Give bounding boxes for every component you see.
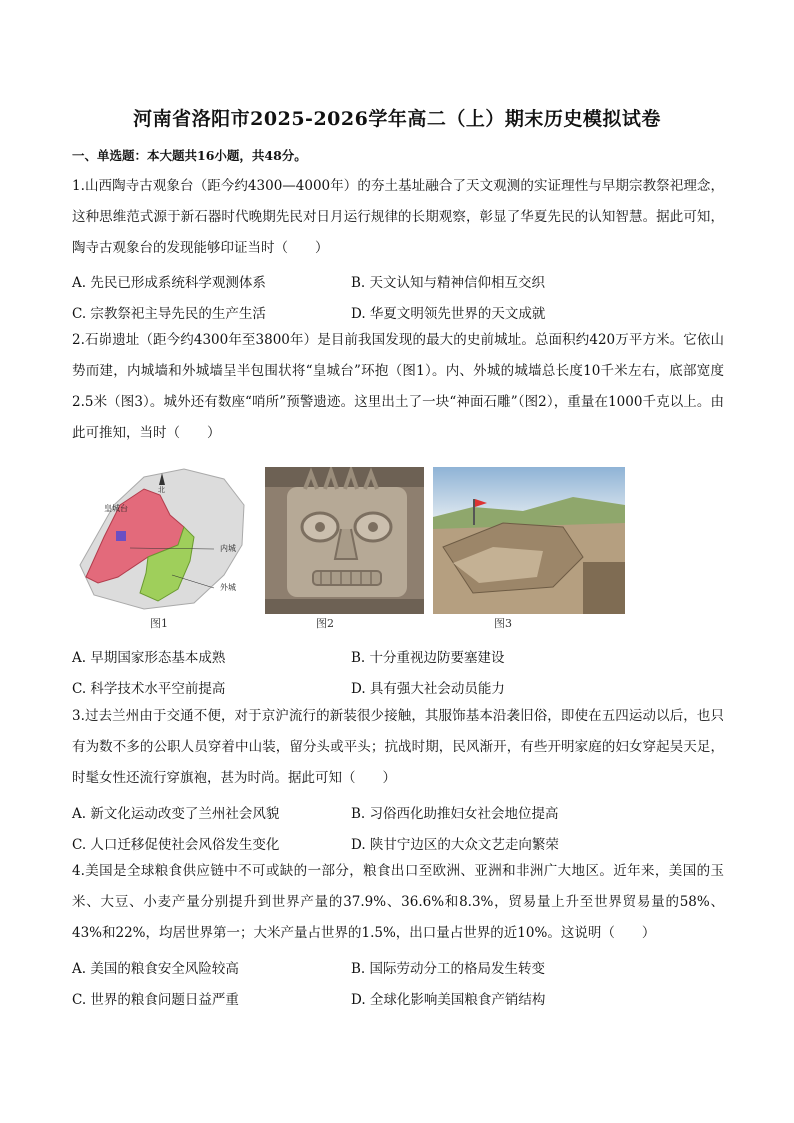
q4-option-a[interactable]: A. 美国的粮食安全风险较高 — [72, 961, 239, 977]
q1-option-b[interactable]: B. 天文认知与精神信仰相互交织 — [351, 275, 546, 291]
q2-option-a[interactable]: A. 早期国家形态基本成熟 — [72, 650, 226, 666]
q3-option-d[interactable]: D. 陕甘宁边区的大众文艺走向繁荣 — [351, 837, 559, 853]
q3-option-b[interactable]: B. 习俗西化助推妇女社会地位提高 — [351, 806, 559, 822]
q1-option-a[interactable]: A. 先民已形成系统科学观测体系 — [72, 275, 266, 291]
map-label-outer-city: 外城 — [220, 583, 236, 592]
q1-option-d[interactable]: D. 华夏文明领先世界的天文成就 — [351, 306, 546, 322]
figure-2-caption: 图2 — [316, 617, 334, 630]
question-2-stem: 2.石峁遗址（距今约4300年至3800年）是目前我国发现的最大的史前城址。总面积约420万平方米。它依山势而建，内城墙和外城墙呈半包围状将“皇城台”环抱（图1）。内、外城的城墙总长度10千米左右，底部宽度2.5米（图3）。城外还有数座“哨所”预警遗迹。这里出土了一块“神面石雕”（图2），重量在1000千克以上。由此可推知，当时（ ） — [72, 332, 724, 441]
q2-option-d[interactable]: D. 具有强大社会动员能力 — [351, 681, 505, 697]
q4-option-c[interactable]: C. 世界的粮食问题日益严重 — [72, 992, 239, 1008]
figure-1-caption: 图1 — [150, 617, 168, 630]
figure-3-site-photo — [433, 467, 625, 614]
question-3-stem: 3.过去兰州由于交通不便，对于京沪流行的新装很少接触，其服饰基本沿袭旧俗，即使在五四运动以后，也只有为数不多的公职人员穿着中山装，留分头或平头；抗战时期，民风渐开，有些开明家庭的妇女穿起吴天足，时髦女性还流行穿旗袍，甚为时尚。据此可知（ ） — [72, 708, 724, 786]
q3-option-a[interactable]: A. 新文化运动改变了兰州社会风貌 — [72, 806, 280, 822]
figure-2-stone-face — [265, 467, 424, 614]
figure-1-map — [74, 465, 251, 613]
section-heading: 一、单选题：本大题共16小题，共48分。 — [72, 148, 307, 163]
map-label-huangchengtai: 皇城台 — [104, 504, 128, 513]
q4-option-d[interactable]: D. 全球化影响美国粮食产销结构 — [351, 992, 546, 1008]
q1-option-c[interactable]: C. 宗教祭祀主导先民的生产生活 — [72, 306, 266, 322]
figure-3-caption: 图3 — [494, 617, 512, 630]
question-1-stem: 1.山西陶寺古观象台（距今约4300—4000年）的夯土基址融合了天文观测的实证理性与早期宗教祭祀理念，这种思维范式源于新石器时代晚期先民对日月运行规律的长期观察，彰显了华夏先民的认知智慧。据此可知，陶寺古观象台的发现能够印证当时（ ） — [72, 178, 724, 256]
q3-option-c[interactable]: C. 人口迁移促使社会风俗发生变化 — [72, 837, 280, 853]
map-label-inner-city: 内城 — [220, 544, 236, 553]
map-label-north: 北 — [158, 486, 165, 494]
question-4-stem: 4.美国是全球粮食供应链中不可或缺的一部分，粮食出口至欧洲、亚洲和非洲广大地区。近年来，美国的玉米、大豆、小麦产量分别提升到世界产量的37.9%、36.6%和8.3%，贸易量上升至世界贸易量的58%、43%和22%，均居世界第一；大米产量占世界的1.5%，出口量占世界的近10%。这说明（ ） — [72, 863, 724, 941]
q4-option-b[interactable]: B. 国际劳动分工的格局发生转变 — [351, 961, 546, 977]
q2-option-c[interactable]: C. 科学技术水平空前提高 — [72, 681, 226, 697]
page-title: 河南省洛阳市2025-2026学年高二（上）期末历史模拟试卷 — [133, 108, 661, 130]
q2-option-b[interactable]: B. 十分重视边防要塞建设 — [351, 650, 505, 666]
